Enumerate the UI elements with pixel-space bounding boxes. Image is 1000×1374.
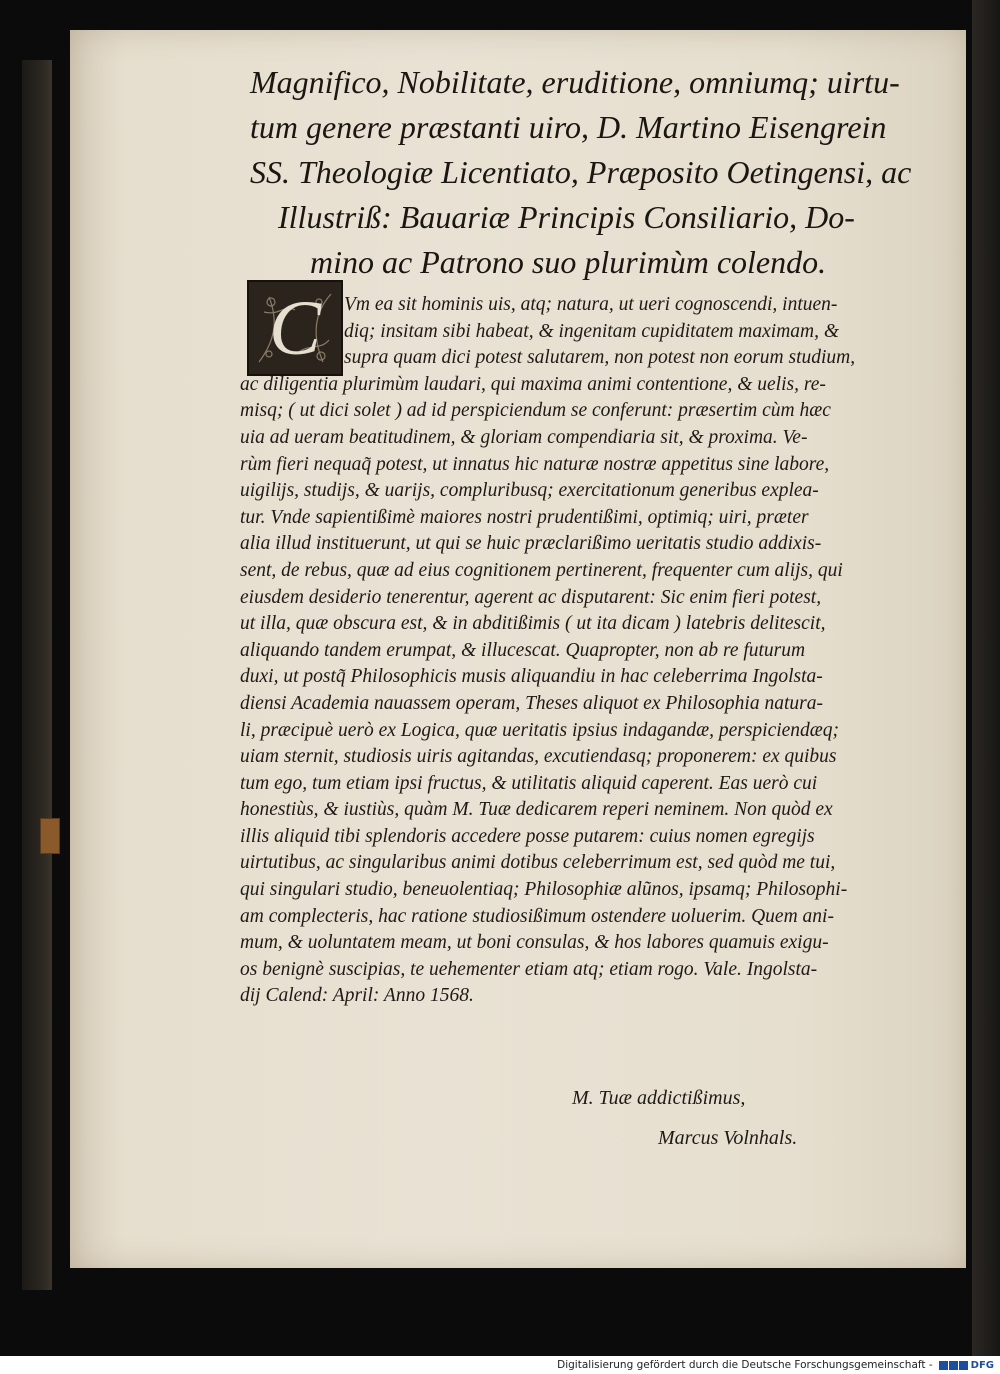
text-line: ac diligentia plurimùm laudari, qui maxima animi contentione, & uelis, re- (240, 373, 826, 395)
bookmark-tab (40, 818, 60, 854)
dfg-logo-text: DFG (970, 1359, 994, 1371)
text-line: tum ego, tum etiam ipsi fructus, & utilitatis aliquid caperent. Eas uerò cui (240, 772, 818, 794)
text-line: dij Calend: April: Anno 1568. (240, 985, 474, 1007)
text-line: li, præcipuè uerò ex Logica, quæ ueritatis ipsius indagandæ, perspiciendæq; (240, 719, 840, 741)
text-line: alia illud instituerunt, ut qui se huic præclarißimo ueritatis studio addixis- (240, 533, 822, 555)
text-line: honestiùs, & iustiùs, quàm M. Tuæ dedicarem reperi neminem. Non quòd ex (240, 799, 833, 821)
text-line: uia ad ueram beatitudinem, & gloriam compendiaria sit, & proxima. Ve- (240, 426, 808, 448)
signature-closing: M. Tuæ addictißimus, (572, 1087, 746, 1109)
text-line: mum, & uoluntatem meam, ut boni consulas, & hos labores quamuis exigu- (240, 932, 829, 954)
footer-bar (0, 1356, 1000, 1374)
text-line: rùm fieri nequaq̃ potest, ut innatus hic naturæ nostræ appetitus sine labore, (240, 453, 830, 475)
letter-body (240, 292, 940, 1010)
text-line: uigilijs, studijs, & uarijs, compluribusq; exercitationum generibus explea- (240, 480, 819, 502)
text-line: uiam sternit, studiosis uiris agitandas, excutiendasq; proponerem: ex quibus (240, 746, 837, 768)
text-line: eiusdem desiderio tenerentur, agerent ac disputarent: Sic enim fieri potest, (240, 586, 822, 608)
initial-letter: C (268, 284, 322, 371)
signature-block (572, 1078, 797, 1158)
text-line: Vm ea sit hominis uis, atq; natura, ut ueri cognoscendi, intuen- (344, 294, 838, 315)
text-line: uirtutibus, ac singularibus animi dotibus celeberrimum est, sed quòd me tui, (240, 852, 836, 874)
text-line: diq; insitam sibi habeat, & ingenitam cupiditatem maximam, & (344, 320, 840, 342)
dedication-line: mino ac Patrono suo plurimùm colendo. (310, 244, 827, 280)
funding-credit: Digitalisierung gefördert durch die Deutsche Forschungsgemeinschaft - (557, 1359, 933, 1371)
dedication-line: Magnifico, Nobilitate, eruditione, omniumq; uirtu- (250, 64, 900, 100)
signature-name: Marcus Volnhals. (658, 1127, 798, 1149)
text-line: os benignè suscipias, te uehementer etiam atq; etiam rogo. Vale. Ingolsta- (240, 958, 818, 980)
text-line: misq; ( ut dici solet ) ad id perspiciendum se conferunt: præsertim cùm hæc (240, 400, 831, 422)
dedication-line: Illustriß: Bauariæ Principis Consiliario, Do- (278, 199, 855, 235)
text-line: duxi, ut postq̃ Philosophicis musis aliquandiu in hac celeberrima Ingolsta- (240, 666, 823, 688)
text-line: ut illa, quæ obscura est, & in abditißimis ( ut ita dicam ) latebris delitescit, (240, 613, 826, 635)
text-line: am complecteris, hac ratione studiosißimum ostendere uoluerim. Quem ani- (240, 905, 834, 927)
text-line: diensi Academia nauassem operam, Theses aliquot ex Philosophia natura- (240, 692, 823, 714)
text-line: supra quam dici potest salutarem, non potest non eorum studium, (344, 347, 856, 369)
text-line: sent, de rebus, quæ ad eius cognitionem pertinerent, frequenter cum alijs, qui (240, 559, 843, 581)
dfg-logo (939, 1360, 994, 1371)
book-edge-right (972, 0, 1000, 1356)
text-line: qui singulari studio, beneuolentiaq; Philosophiæ alũnos, ipsamq; Philosophi- (240, 879, 848, 901)
dedication-line: SS. Theologiæ Licentiato, Præposito Oetingensi, ac (250, 154, 912, 190)
dedication-heading (250, 60, 940, 285)
text-line: illis aliquid tibi splendoris accedere posse putarem: cuius nomen egregijs (240, 825, 815, 847)
text-line: tur. Vnde sapientißimè maiores nostri prudentißimi, optimiq; uiri, præter (240, 506, 809, 528)
dedication-line: tum genere præstanti uiro, D. Martino Eisengrein (250, 109, 887, 145)
text-line: aliquando tandem erumpat, & illucescat. Quapropter, non ab re futurum (240, 639, 806, 661)
book-edge-left (22, 60, 52, 1290)
